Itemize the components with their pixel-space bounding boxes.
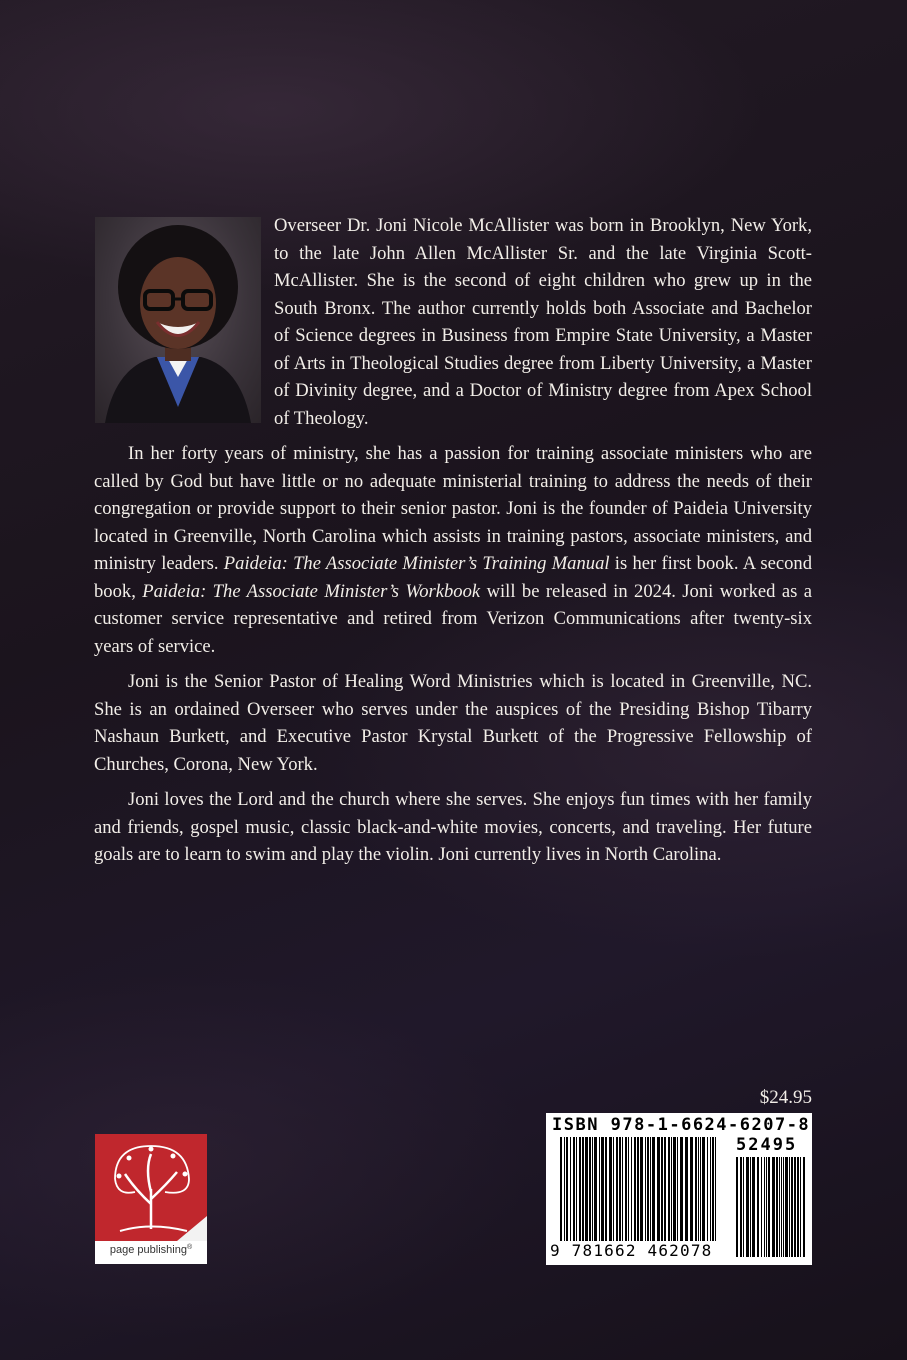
bio-paragraph-2 — [94, 440, 812, 660]
bio-paragraph-3: Joni is the Senior Pastor of Healing Word Ministries which is located in Greenville, NC. She is an ordained Overseer who serves under the auspices of the Presiding Bishop Tibarry Nashaun Burkett, and Executive Pastor Krystal Burkett of the Progressive Fellowship of Churches, Corona, New York. — [94, 671, 812, 775]
publisher-logo — [95, 1134, 207, 1264]
price-addon-code: 52495 — [736, 1135, 798, 1155]
barcode-bar — [628, 1137, 629, 1241]
addon-bar — [746, 1157, 749, 1257]
book-title-training-manual: Paideia: The Associate Minister’s Training Manual — [223, 553, 610, 574]
addon-bar — [743, 1157, 744, 1257]
barcode-bar — [710, 1137, 711, 1241]
barcode-bar — [616, 1137, 618, 1241]
barcode-bar — [698, 1137, 699, 1241]
barcode-bar — [695, 1137, 697, 1241]
bio-paragraph-2-text-b: is her first book. A second book, — [94, 553, 812, 602]
barcode-bar — [613, 1137, 614, 1241]
barcode-bar — [680, 1137, 683, 1241]
addon-bar — [768, 1157, 770, 1257]
barcode-bar — [664, 1137, 666, 1241]
barcode-bar — [702, 1137, 705, 1241]
barcode-bar — [566, 1137, 568, 1241]
addon-bar — [750, 1157, 751, 1257]
barcode-bar — [560, 1137, 562, 1241]
barcode-bar — [599, 1137, 600, 1241]
addon-bar — [797, 1157, 799, 1257]
photo-spacer — [94, 212, 274, 426]
addon-bar — [789, 1157, 790, 1257]
addon-bar — [794, 1157, 796, 1257]
barcode-bar — [712, 1137, 714, 1241]
barcode-bar — [652, 1137, 655, 1241]
bio-paragraph-2-text-c: will be released in 2024. Joni worked as a customer service representative and retired from Verizon Communications after twenty-six years of service. — [94, 580, 813, 657]
barcode-bar — [640, 1137, 643, 1241]
isbn-label: ISBN 978-1-6624-6207-8 — [552, 1115, 811, 1135]
barcode-bar — [585, 1137, 588, 1241]
addon-bar — [764, 1157, 765, 1257]
addon-bar — [776, 1157, 778, 1257]
barcode-bar — [650, 1137, 651, 1241]
barcode-bar — [700, 1137, 701, 1241]
addon-bar — [791, 1157, 793, 1257]
barcode-bar — [637, 1137, 639, 1241]
tree-book-icon — [95, 1134, 207, 1241]
barcode-bar — [685, 1137, 688, 1241]
addon-bar — [740, 1157, 742, 1257]
barcode-bar — [634, 1137, 636, 1241]
barcode-bar — [592, 1137, 593, 1241]
addon-bar — [803, 1157, 805, 1257]
barcode-bar — [707, 1137, 708, 1241]
barcode-bar — [668, 1137, 670, 1241]
barcode-bar — [619, 1137, 621, 1241]
barcode-bar — [661, 1137, 663, 1241]
barcode-bar — [589, 1137, 591, 1241]
addon-bar — [736, 1157, 738, 1257]
barcode-bar — [564, 1137, 565, 1241]
author-bio — [94, 212, 812, 877]
publisher-name-text: page publishing — [109, 1244, 187, 1256]
bio-paragraph-2-text-a: In her forty years of ministry, she has a passion for training associate ministers who are called by God but have little or no adequate ministerial training to address the needs of their congregation or provide support to their senior pastor. Joni is the founder of Paideia University located in Greenville, North Carolina which assists in training pastors, associate ministers, and ministry leaders. — [94, 443, 812, 574]
addon-bar — [783, 1157, 784, 1257]
ean-digits: 9 781662 462078 — [550, 1241, 713, 1260]
barcode-bar — [673, 1137, 676, 1241]
barcode-bar — [601, 1137, 604, 1241]
barcode-bar — [582, 1137, 584, 1241]
barcode-bar — [622, 1137, 623, 1241]
barcode-bar — [576, 1137, 577, 1241]
barcode-bar — [657, 1137, 660, 1241]
barcode-bar — [671, 1137, 672, 1241]
isbn-barcode — [546, 1113, 812, 1265]
barcode-bar — [573, 1137, 575, 1241]
barcode-bar — [609, 1137, 612, 1241]
addon-bar — [785, 1157, 788, 1257]
barcode-bar — [647, 1137, 649, 1241]
barcode-bar — [625, 1137, 627, 1241]
barcode-bar — [594, 1137, 597, 1241]
barcode-bar — [690, 1137, 693, 1241]
barcode-bar — [715, 1137, 716, 1241]
barcode-bar — [570, 1137, 571, 1241]
addon-bar — [779, 1157, 780, 1257]
barcode-bar — [579, 1137, 581, 1241]
addon-bar — [761, 1157, 762, 1257]
addon-bar — [757, 1157, 759, 1257]
book-title-workbook: Paideia: The Associate Minister’s Workbook — [142, 580, 481, 602]
addon-bar — [800, 1157, 801, 1257]
bio-paragraph-4: Joni loves the Lord and the church where she serves. She enjoys fun times with her family and friends, gospel music, classic black-and-white movies, concerts, and traveling. Her future goals are to learn to swim and play the violin. Joni currently lives in North Carolina. — [94, 789, 812, 865]
barcode-bar — [645, 1137, 646, 1241]
addon-bar — [766, 1157, 767, 1257]
addon-bar — [781, 1157, 782, 1257]
bio-paragraph-1: Overseer Dr. Joni Nicole McAllister was born in Brooklyn, New York, to the late John Allen McAllister Sr. and the late Virginia Scott-McAllister. She is the second of eight children who grew up in the South Bronx. The author currently holds both Associate and Bachelor of Science degrees in Business from Empire State University, a Master of Arts in Theological Studies degree from Liberty University, a Master of Divinity degree, and a Doctor of Ministry degree from Apex School of Theology. — [274, 215, 812, 429]
addon-bar — [752, 1157, 755, 1257]
registered-mark: ® — [186, 1244, 193, 1251]
price-label: $24.95 — [759, 1087, 812, 1108]
publisher-name — [95, 1244, 207, 1256]
barcode-bar — [631, 1137, 632, 1241]
barcode-bar — [605, 1137, 607, 1241]
addon-bar — [772, 1157, 775, 1257]
barcode-bar — [677, 1137, 678, 1241]
